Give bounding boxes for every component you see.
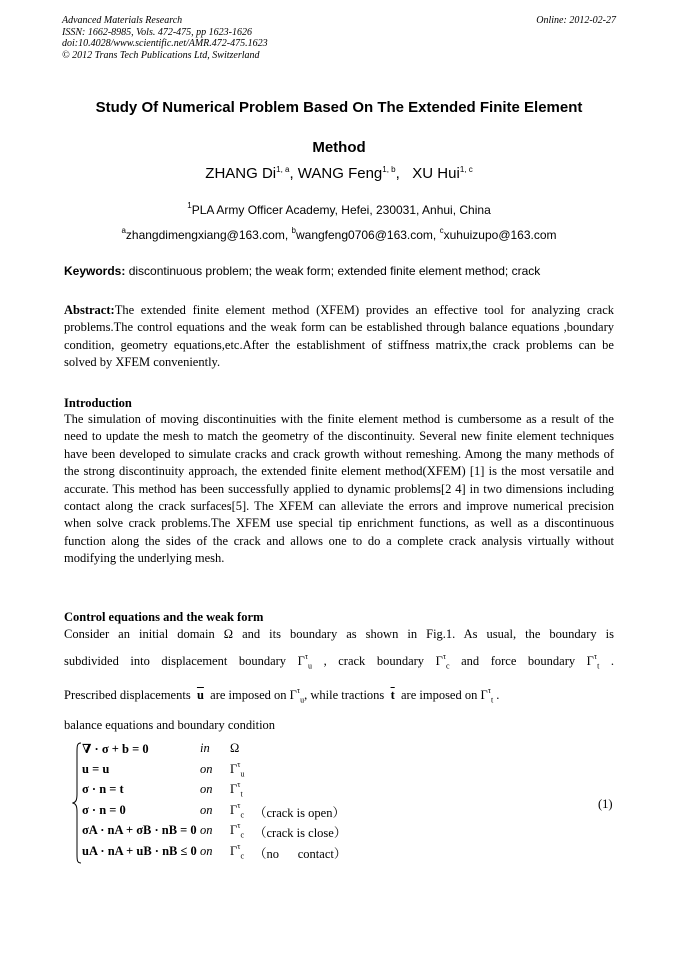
control-line-2 (64, 654, 614, 671)
gamma-symbol: Γ (230, 782, 238, 796)
text-segment: Consider an initial domain (64, 627, 224, 641)
gamma-symbol: Γ (230, 802, 238, 817)
equation-expr: σ · n = t (82, 782, 124, 796)
text-segment: are imposed on (203, 688, 290, 702)
gamma-symbol: Γ (435, 654, 443, 668)
keywords-text: discontinuous problem; the weak form; extended finite element method; crack (125, 264, 541, 278)
gamma-superscript: τ (296, 686, 301, 695)
text-segment: and force boundary (449, 654, 587, 668)
gamma-subscript: u (240, 769, 245, 778)
email-address: wangfeng0706@163.com, (295, 228, 440, 242)
gamma-symbol: Γ (230, 843, 238, 858)
gamma-superscript: τ (304, 652, 309, 661)
copyright-line: © 2012 Trans Tech Publications Ltd, Switzerland (62, 49, 260, 61)
equation-row (82, 823, 382, 844)
keywords-label: Keywords: (64, 264, 126, 278)
equation-row (82, 800, 382, 824)
issn-line: ISSN: 1662-8985, Vols. 472-475, pp 1623-1626 (62, 26, 252, 38)
affiliation-text: PLA Army Officer Academy, Hefei, 230031, Anhui, China (191, 203, 491, 217)
text-segment: are imposed on (394, 688, 481, 702)
gamma-symbol: Γ (289, 688, 297, 702)
t-bar-symbol: $\overline{t}$ (390, 688, 395, 702)
paper-title (62, 88, 616, 168)
equation-keyword: on (200, 802, 213, 817)
author-name: , WANG Feng (289, 165, 383, 182)
abstract-label: Abstract: (64, 303, 115, 317)
author-name: , XU Hui (395, 165, 460, 182)
text-segment: subdivided into displacement boundary (64, 654, 298, 668)
keywords (64, 264, 616, 278)
gamma-superscript: τ (237, 821, 241, 830)
author-emails (62, 228, 616, 242)
gamma-subscript: t (240, 789, 243, 799)
equation-domain (230, 800, 245, 820)
equation-domain (230, 782, 243, 799)
gamma-symbol: Γ (586, 654, 594, 668)
gamma-superscript: τ (237, 841, 241, 851)
equation-keyword: on (200, 843, 213, 858)
gamma-superscript: τ (237, 759, 241, 769)
affiliation (62, 203, 616, 217)
gamma-superscript: τ (487, 686, 491, 695)
equation-keyword: in (200, 741, 210, 755)
control-line-3 (64, 688, 614, 705)
equation-note: （crack is close） (254, 826, 347, 840)
equation-row (82, 782, 382, 803)
gamma-subscript: c (446, 661, 450, 671)
control-line-1 (64, 627, 614, 642)
equation-expr: ∇ · σ + b = 0 (82, 742, 149, 756)
gamma-subscript: c (240, 810, 245, 819)
author-superscript: 1, b (382, 165, 396, 174)
equation-domain (230, 759, 245, 779)
equation-note: （no contact） (254, 846, 347, 861)
u-bar-symbol: $\overline{u}$ (196, 688, 204, 702)
equation-row (82, 841, 382, 865)
text-segment: . (493, 688, 500, 702)
email-superscript: b (291, 226, 296, 235)
gamma-subscript: c (240, 851, 245, 860)
gamma-superscript: τ (237, 780, 241, 789)
gamma-subscript: t (490, 695, 494, 705)
journal-header (62, 15, 616, 61)
equation-system (82, 741, 382, 864)
gamma-subscript: u (300, 695, 305, 705)
gamma-symbol: Γ (297, 654, 305, 668)
gamma-symbol: Γ (480, 688, 488, 702)
equation-keyword: on (200, 823, 213, 837)
left-brace-icon (72, 742, 82, 864)
equation-domain (230, 841, 245, 861)
gamma-superscript: τ (593, 652, 598, 661)
gamma-symbol: Γ (230, 761, 238, 776)
text-segment: , crack boundary (312, 654, 436, 668)
equation-keyword: on (200, 761, 213, 776)
author-superscript: 1, a (276, 165, 290, 174)
equation-row (82, 759, 382, 783)
doi-line: doi:10.4028/www.scientific.net/AMR.472-475.1623 (62, 38, 268, 49)
author-superscript: 1, c (459, 165, 473, 174)
equation-expr: σ · n = 0 (82, 802, 126, 817)
author-list (62, 165, 616, 182)
author-name: ZHANG Di (205, 165, 277, 182)
affiliation-superscript: 1 (187, 201, 192, 210)
gamma-superscript: τ (442, 652, 447, 661)
gamma-subscript: t (597, 661, 600, 671)
online-date: Online: 2012-02-27 (536, 15, 616, 26)
email-superscript: c (439, 226, 444, 235)
omega-symbol: Ω (223, 627, 234, 641)
abstract (64, 302, 614, 372)
title-line-1: Study Of Numerical Problem Based On The Extended Finite Element (95, 99, 583, 116)
section-heading-control: Control equations and the weak form (64, 610, 264, 624)
equation-expr: σA · nA + σB · nB = 0 (82, 823, 197, 837)
text-segment: . (599, 654, 614, 668)
journal-name: Advanced Materials Research (62, 15, 183, 26)
gamma-symbol: Γ (230, 823, 238, 837)
equation-row (82, 741, 382, 762)
text-segment: , while tractions (304, 688, 391, 702)
introduction-text: The simulation of moving discontinuities with the finite element method is cumbersome as a result of the need to update the mesh to match the geometry of the discontinuity. Several new finite element techniques have been developed to simulate cracks and crack growth without remeshing. Among the many methods of the strong discontinuity approach, the extended finite element method(XFEM) [1] is the most versatile and accurate. This method has been successfully applied to dynamic problems[2 4] in two dimensions including contact along the crack surfaces[5]. The XFEM can alleviate the errors and improve numerical precision when solve crack problems.The XFEM use special tip enrichment functions, as well as a discontinuous function along the sides of the crack and allows one to do a complete crack analysis virtually without modifying the underlying mesh. (64, 412, 614, 566)
section-heading-introduction: Introduction (64, 396, 132, 410)
gamma-subscript: c (240, 830, 245, 840)
email-superscript: a (121, 226, 126, 235)
equation-expr: uA · nA + uB · nB ≤ 0 (82, 843, 197, 858)
email-address: xuhuizupo@163.com (443, 228, 557, 242)
gamma-superscript: τ (237, 800, 241, 810)
equation-expr: u = u (82, 761, 110, 776)
email-address: zhangdimengxiang@163.com, (125, 228, 292, 242)
equation-domain: Ω (230, 741, 240, 755)
equation-number: (1) (598, 797, 613, 811)
gamma-subscript: u (308, 661, 313, 671)
equation-note: （crack is open） (254, 805, 345, 820)
title-line-2: Method (312, 139, 366, 156)
text-segment: Prescribed displacements (64, 688, 197, 702)
abstract-text: The extended finite element method (XFEM) provides an effective tool for analyzing crack problems.The control equations and the weak form can be established through balance equations ,boundary condition, geometry equations,etc.After the establishment of stiffness matrix,the crack problems can be solved by XFEM conveniently. (64, 303, 614, 370)
text-segment: and its boundary as shown in Fig.1. As usual, the boundary is (233, 627, 614, 641)
equation-keyword: on (200, 782, 213, 796)
control-line-4: balance equations and boundary condition (64, 718, 276, 732)
equation-domain (230, 823, 244, 840)
